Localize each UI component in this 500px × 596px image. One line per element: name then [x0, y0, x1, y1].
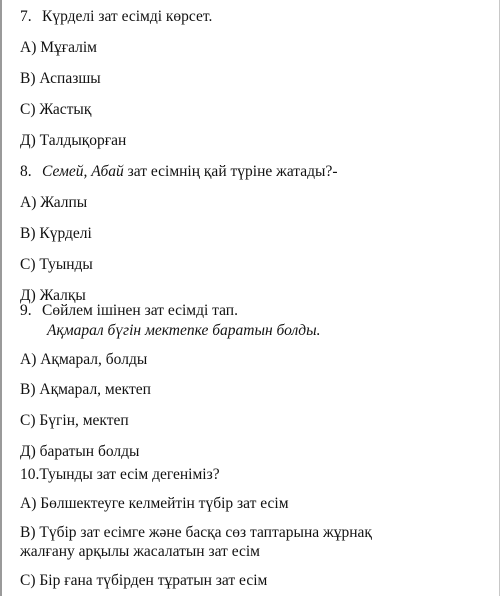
question-8-text: зат есімнің қай түріне жатады?-	[123, 163, 338, 180]
question-10	[20, 465, 220, 485]
question-7-option-d[interactable]: Д) Талдықорған	[20, 132, 127, 149]
question-7-option-a[interactable]: А) Мұғалім	[20, 39, 97, 56]
question-9-option-a[interactable]: А) Ақмарал, болды	[20, 351, 148, 368]
question-10-text: Туынды зат есім дегеніміз?	[39, 466, 220, 483]
question-10-option-b-line-2[interactable]: жалғану арқылы жасалатын зат есім	[20, 543, 260, 560]
question-9	[20, 301, 238, 321]
question-10-option-a[interactable]: А) Бөлшектеуге келмейтін түбір зат есім	[20, 495, 289, 512]
question-8-option-d[interactable]: Д) Жалқы	[20, 287, 86, 304]
question-9-sentence: Ақмарал бүгін мектепке баратын болды.	[47, 322, 321, 339]
question-7-option-c[interactable]: С) Жастық	[20, 101, 92, 118]
question-8-option-c[interactable]: С) Туынды	[20, 256, 93, 273]
question-7-number: 7.	[20, 8, 32, 25]
question-8	[20, 162, 338, 182]
question-7	[20, 7, 212, 27]
question-10-option-b-line-1[interactable]: В) Түбір зат есімге және басқа сөз таптарына жұрнақ	[20, 524, 372, 541]
question-10-option-c[interactable]: С) Бір ғана түбірден тұратын зат есім	[20, 572, 268, 589]
question-9-text: Сөйлем ішінен зат есімді тап.	[42, 302, 238, 319]
question-8-italic-text: Семей, Абай	[42, 163, 124, 180]
question-7-option-b[interactable]: В) Аспазшы	[20, 70, 101, 87]
page-left-edge	[0, 0, 2, 596]
question-8-option-b[interactable]: В) Күрделі	[20, 225, 92, 242]
question-10-number: 10.	[20, 466, 40, 483]
question-9-option-c[interactable]: С) Бүгін, мектеп	[20, 412, 129, 429]
question-9-number: 9.	[20, 302, 32, 319]
question-8-number: 8.	[20, 163, 32, 180]
question-8-option-a[interactable]: А) Жалпы	[20, 194, 88, 211]
question-7-text: Күрделі зат есімді көрсет.	[42, 8, 213, 25]
question-9-option-d[interactable]: Д) баратын болды	[20, 443, 140, 460]
question-9-option-b[interactable]: В) Ақмарал, мектеп	[20, 381, 151, 398]
